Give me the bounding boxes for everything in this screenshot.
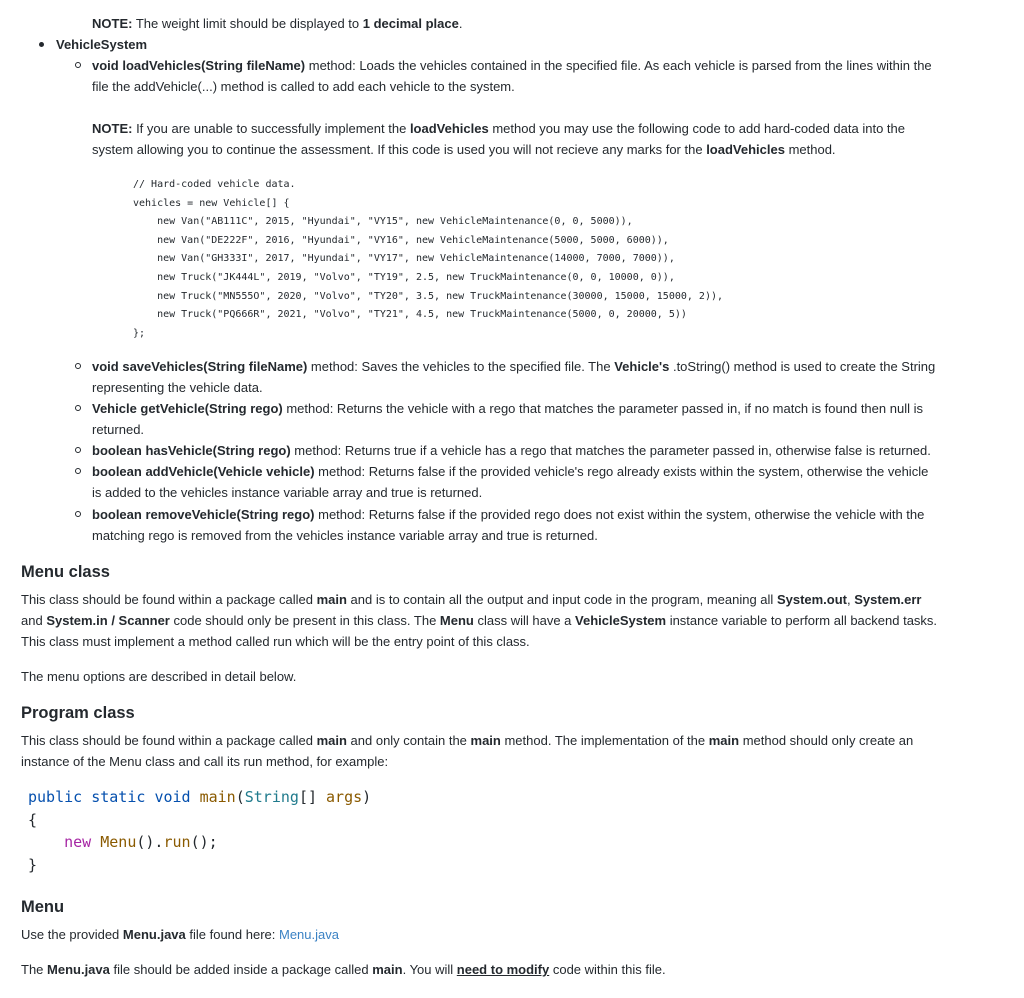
main-method-code: public static void main(String[] args) { new Menu().run(); } [28,788,372,874]
code-line: vehicles = new Vehicle[] { [133,197,290,209]
remove-vehicle-item: boolean removeVehicle(String rego) method: Returns false if the provided rego does not exist within the system, otherwise the vehicle with the matching rego is removed from the vehicles instance variable array and true is returned. [92,504,1004,546]
menu-java-link[interactable]: Menu.java [279,927,339,942]
menu-options-note: The menu options are described in detail below. [21,669,297,684]
load-vehicles-item: void loadVehicles(String fileName) method: Loads the vehicles contained in the specified file. As each vehicle is parsed from the lines within the file the addVehicle(...) method is called to add each vehicle to the system. [92,55,1004,97]
has-vehicle-item: boolean hasVehicle(String rego) method: Returns true if a vehicle has a rego that matches the parameter passed in, otherwise false is returned. [92,440,1004,461]
save-vehicles-item: void saveVehicles(String fileName) method: Saves the vehicles to the specified file. The Vehicle's .toString() method is used to create the String representing the vehicle data. [92,356,1004,398]
code-line: new Truck("PQ666R", 2021, "Volvo", "TY21", 4.5, new TruckMaintenance(5000, 0, 20000, 5)) [133,309,687,321]
menu-class-description: This class should be found within a package called main and is to contain all the output and input code in the program, meaning all System.out, System.err and System.in / Scanner code should only be present in this class. The Menu class will have a VehicleSystem instance variable to perform all backend tasks. This class must implement a method called run which will be the entry point of this class. [21,592,938,649]
program-class-description: This class should be found within a package called main and only contain the main method. The implementation of the main method should only create an instance of the Menu class and call its run method, for example: [21,733,914,769]
code-line: new Truck("MN555O", 2020, "Volvo", "TY20", 3.5, new TruckMaintenance(30000, 15000, 15000, 2)), [133,290,724,302]
code-line: // Hard-coded vehicle data. [133,179,296,190]
add-vehicle-item: boolean addVehicle(Vehicle vehicle) method: Returns false if the provided vehicle's rego already exists within the system, otherwise the vehicle is added to the vehicles instance variable array and true is returned. [92,461,1004,503]
code-line: new Van("DE222F", 2016, "Hyundai", "VY16", new VehicleMaintenance(5000, 5000, 6000)), [133,234,669,246]
code-line: new Van("GH333I", 2017, "Hyundai", "VY17", new VehicleMaintenance(14000, 7000, 7000)), [133,253,675,265]
code-line: new Van("AB111C", 2015, "Hyundai", "VY15", new VehicleMaintenance(0, 0, 5000)), [133,216,633,228]
program-class-heading: Program class [21,704,135,722]
get-vehicle-item: Vehicle getVehicle(String rego) method: Returns the vehicle with a rego that matches the parameter passed in, if no match is found then null is returned. [92,398,1004,440]
menu-class-heading: Menu class [21,563,110,581]
code-line: new Truck("JK444L", 2019, "Volvo", "TY19", 2.5, new TruckMaintenance(0, 0, 10000, 0)), [133,271,675,283]
menu-heading: Menu [21,898,65,916]
vehicle-system-item: VehicleSystem [56,34,147,55]
menu-java-source: Use the provided Menu.java file found here: Menu.java [21,927,339,942]
hardcoded-data-code [133,176,723,343]
weight-limit-note: NOTE: The weight limit should be displayed to 1 decimal place. [92,16,463,31]
hardcoded-note: NOTE: If you are unable to successfully implement the loadVehicles method you may use the following code to add hard-coded data into the system allowing you to continue the assessment. If this code is used you will not recieve any marks for the loadVehicles method. [92,121,905,157]
menu-java-instructions: The Menu.java file should be added inside a package called main. You will need to modify code within this file. [21,962,666,977]
code-line: }; [133,327,146,339]
